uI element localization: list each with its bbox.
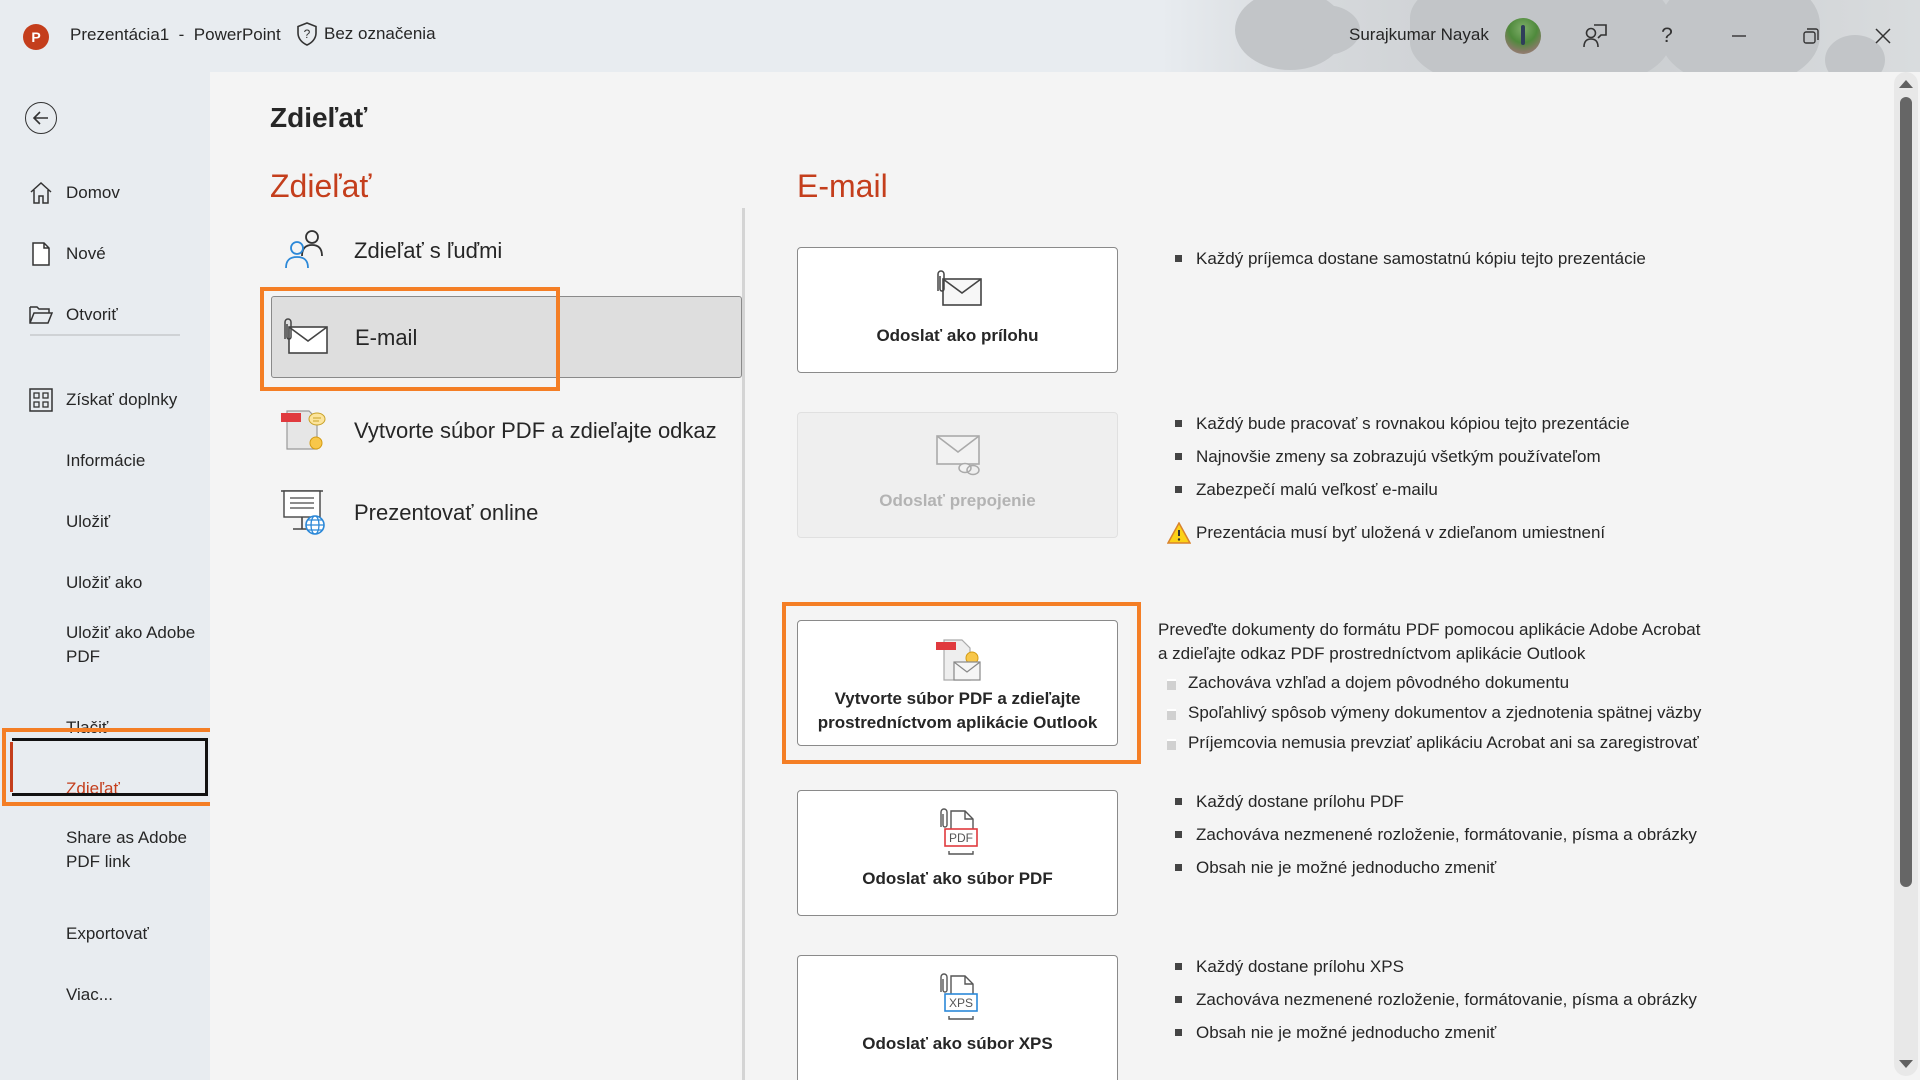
- bullet-item: Každý dostane prílohu XPS: [1158, 950, 1697, 983]
- bullet-item: Každý bude pracovať s rovnakou kópiou tejto prezentácie: [1158, 407, 1630, 440]
- page-title: Zdieľať: [270, 102, 368, 133]
- sidebar-item-label: Zdieľať: [66, 779, 120, 798]
- link-bullets: [1158, 407, 1630, 549]
- button-label: Odoslať prepojenie: [879, 491, 1036, 510]
- sidebar-item-label: Viac...: [66, 985, 113, 1004]
- warning-text: Prezentácia musí byť uložená v zdieľanom umiestnení: [1196, 523, 1606, 542]
- pdf-outlook-icon: [932, 636, 984, 684]
- scrollbar-thumb[interactable]: [1900, 97, 1912, 887]
- sidebar-item-label: Share as Adobe PDF link: [66, 828, 187, 871]
- warning-icon: [1167, 522, 1191, 544]
- sidebar-item-label: Informácie: [66, 451, 146, 470]
- sidebar-item-new[interactable]: [0, 232, 210, 276]
- sidebar-item-more[interactable]: [0, 973, 210, 1017]
- share-option-label: Zdieľať s ľuďmi: [354, 237, 503, 263]
- column-divider: [742, 208, 745, 1080]
- email-attachment-icon: [933, 269, 983, 309]
- bullet-item: Zachováva vzhľad a dojem pôvodného dokumentu: [1158, 668, 1701, 698]
- close-button[interactable]: [1867, 20, 1899, 52]
- svg-text:PDF: PDF: [948, 831, 973, 845]
- description-line2: a zdieľajte odkaz PDF prostredníctvom aplikácie Outlook: [1158, 644, 1586, 663]
- sensitivity-label-button[interactable]: [296, 22, 436, 46]
- feedback-button[interactable]: [1579, 20, 1611, 52]
- help-button[interactable]: [1651, 20, 1683, 52]
- email-attachment-icon: [281, 317, 329, 357]
- sidebar-divider: [30, 334, 180, 336]
- pdf-bullets: [1158, 785, 1697, 884]
- sidebar-item-label: Exportovať: [66, 924, 149, 943]
- powerpoint-logo-icon: [23, 24, 49, 50]
- pdf-share-link-icon: [279, 405, 329, 455]
- warning-item: [1158, 516, 1630, 549]
- shield-question-icon: [296, 22, 318, 46]
- sidebar-item-share-adobe-pdf-link[interactable]: [0, 815, 210, 885]
- button-label-line1: Vytvorte súbor PDF a zdieľajte: [834, 689, 1081, 708]
- sidebar-item-label: Uložiť: [66, 512, 111, 531]
- xps-bullets: [1158, 950, 1697, 1049]
- sidebar-item-open[interactable]: [0, 293, 210, 337]
- share-highlight-box: [2, 728, 218, 806]
- sidebar-item-label: Uložiť ako Adobe PDF: [66, 623, 196, 666]
- bullet-item: Zabezpečí malú veľkosť e-mailu: [1158, 473, 1630, 506]
- feedback-icon: [1582, 23, 1608, 49]
- svg-text:?: ?: [303, 27, 311, 41]
- bullet-item: Zachováva nezmenené rozloženie, formátovanie, písma a obrázky: [1158, 983, 1697, 1016]
- active-indicator: [10, 742, 13, 792]
- sidebar-item-export[interactable]: [0, 912, 210, 956]
- sidebar-item-save[interactable]: [0, 500, 210, 544]
- sidebar-item-label: Získať doplnky: [66, 390, 178, 409]
- sidebar-item-home[interactable]: [0, 171, 210, 215]
- home-icon: [29, 181, 53, 205]
- present-online-icon: [279, 487, 329, 537]
- folder-open-icon: [29, 305, 53, 325]
- pdf-outlook-bullets: [1158, 668, 1701, 758]
- bullet-item: Obsah nie je možné jednoducho zmeniť: [1158, 1016, 1697, 1049]
- new-document-icon: [31, 242, 51, 266]
- back-arrow-icon: [31, 108, 51, 128]
- description-line1: Preveďte dokumenty do formátu PDF pomocou aplikácie Adobe Acrobat: [1158, 620, 1701, 639]
- send-as-pdf-button[interactable]: [797, 790, 1118, 916]
- bullet-item: Každý dostane prílohu PDF: [1158, 785, 1697, 818]
- share-option-label: E-mail: [355, 324, 418, 350]
- restore-button[interactable]: [1795, 20, 1827, 52]
- user-name[interactable]: Surajkumar Nayak: [1349, 25, 1489, 44]
- share-focus-outline: [12, 738, 208, 796]
- title-bar: [0, 0, 1920, 72]
- button-label: Odoslať ako prílohu: [876, 326, 1039, 345]
- restore-icon: [1802, 27, 1820, 45]
- bullet-item: Obsah nie je možné jednoducho zmeniť: [1158, 851, 1697, 884]
- button-label: Odoslať ako súbor XPS: [862, 1034, 1053, 1053]
- xps-attachment-icon: [933, 972, 983, 1022]
- sidebar-item-save-as[interactable]: [0, 561, 210, 605]
- button-label: [818, 687, 1098, 735]
- share-option-label: Prezentovať online: [354, 499, 539, 525]
- send-link-button[interactable]: [797, 412, 1118, 538]
- scroll-up-arrow-icon[interactable]: [1899, 80, 1913, 88]
- bullet-item: Najnovšie zmeny sa zobrazujú všetkým používateľom: [1158, 440, 1630, 473]
- sensitivity-label-text: Bez označenia: [324, 24, 436, 43]
- bullet-item: Spoľahlivý spôsob výmeny dokumentov a zjednotenia spätnej väzby: [1158, 698, 1701, 728]
- sidebar-item-label: Uložiť ako: [66, 573, 143, 592]
- button-label-line2: prostredníctvom aplikácie Outlook: [817, 713, 1098, 732]
- pdf-outlook-description: [1158, 618, 1700, 666]
- pdf-attachment-icon: [933, 807, 983, 857]
- sidebar-item-label: Otvoriť: [66, 305, 118, 324]
- send-as-xps-button[interactable]: [797, 955, 1118, 1080]
- sidebar-item-save-as-adobe-pdf[interactable]: [0, 610, 210, 680]
- share-people-icon: [280, 226, 328, 274]
- create-pdf-share-outlook-button[interactable]: [797, 620, 1118, 746]
- email-section-title: E-mail: [797, 168, 888, 204]
- minimize-icon: [1730, 27, 1748, 45]
- share-option-people[interactable]: [271, 222, 741, 278]
- backstage-sidebar: [0, 72, 210, 1080]
- email-link-icon: [933, 432, 983, 476]
- scroll-down-arrow-icon[interactable]: [1899, 1060, 1913, 1068]
- sidebar-item-label: Nové: [66, 244, 106, 263]
- send-as-attachment-button[interactable]: [797, 247, 1118, 373]
- share-option-label: Vytvorte súbor PDF a zdieľajte odkaz: [354, 417, 717, 443]
- sidebar-item-info[interactable]: [0, 439, 210, 483]
- share-section-title: Zdieľať: [270, 168, 372, 204]
- svg-text:XPS: XPS: [948, 996, 973, 1010]
- close-icon: [1874, 27, 1892, 45]
- minimize-button[interactable]: [1723, 20, 1755, 52]
- share-pane: [210, 72, 1920, 1080]
- bullet-item: Každý príjemca dostane samostatnú kópiu tejto prezentácie: [1158, 242, 1646, 275]
- button-label: Odoslať ako súbor PDF: [862, 869, 1053, 888]
- sidebar-item-label: Domov: [66, 183, 120, 202]
- share-option-present-online[interactable]: [271, 482, 741, 542]
- bullet-item: Zachováva nezmenené rozloženie, formátovanie, písma a obrázky: [1158, 818, 1697, 851]
- app-logo-letter: P: [31, 29, 41, 45]
- help-icon: ?: [1661, 24, 1673, 47]
- document-title: Prezentácia1 - PowerPoint: [70, 25, 281, 44]
- attachment-bullets: [1158, 242, 1646, 275]
- sidebar-item-get-add-ins[interactable]: [0, 378, 210, 422]
- sidebar-item-label: Tlačiť: [66, 718, 109, 737]
- add-ins-grid-icon: [29, 388, 53, 412]
- user-avatar[interactable]: [1505, 18, 1541, 54]
- back-button[interactable]: [25, 102, 57, 134]
- bullet-item: Príjemcovia nemusia prevziať aplikáciu Acrobat ani sa zaregistrovať: [1158, 728, 1701, 758]
- share-option-pdf-link[interactable]: [271, 392, 741, 468]
- share-option-email[interactable]: [271, 296, 742, 378]
